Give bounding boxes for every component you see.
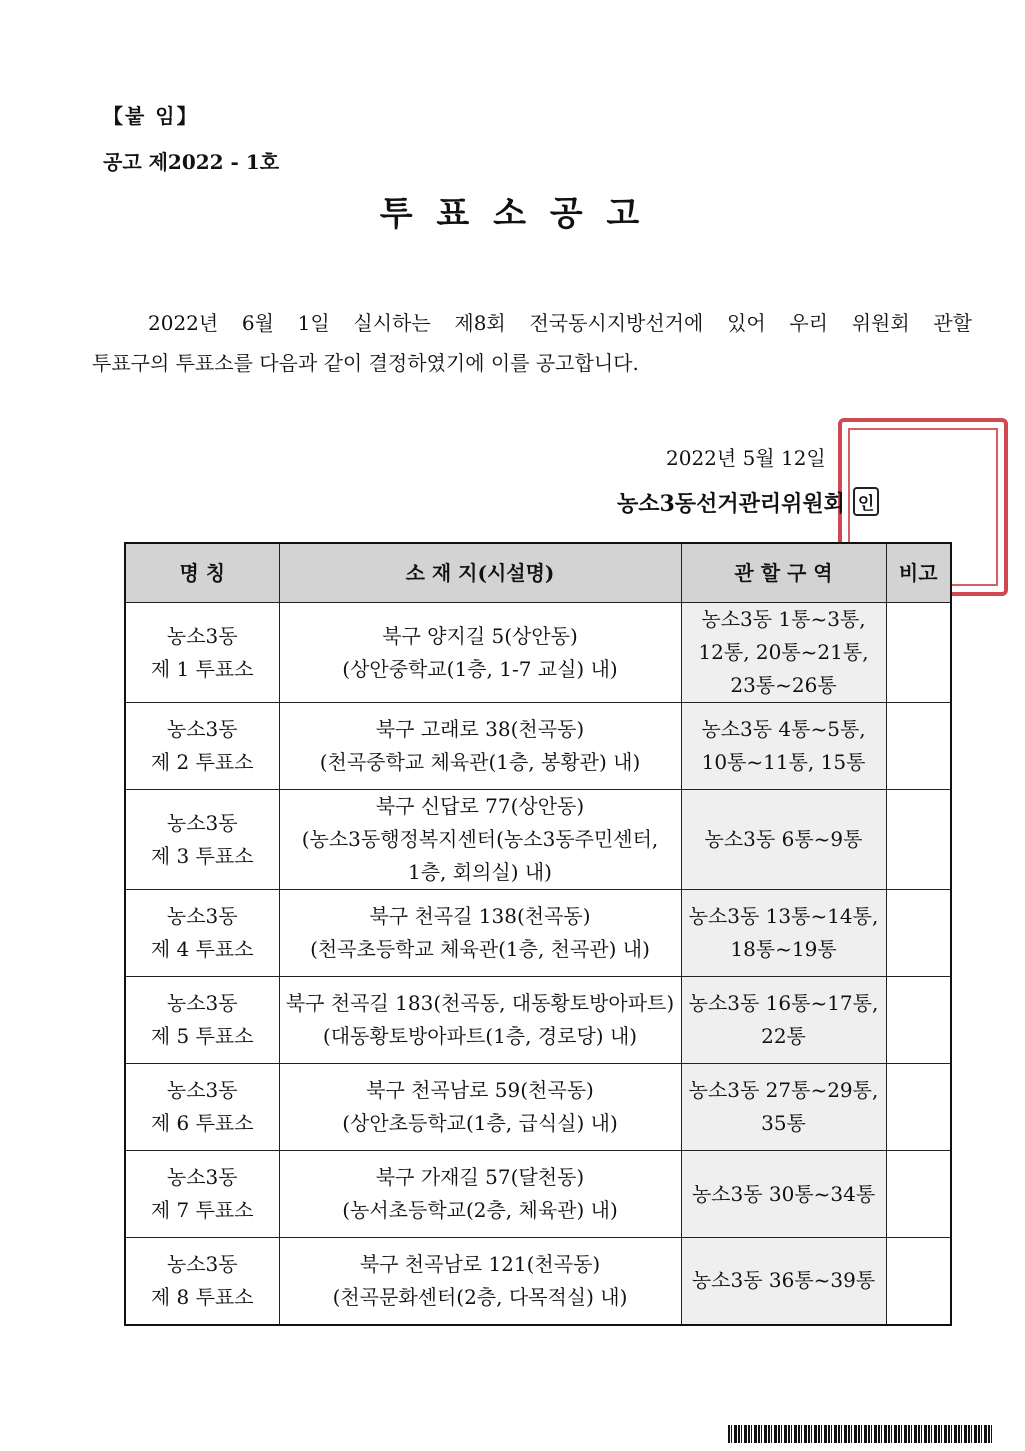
station-remarks-cell [886,977,951,1064]
table-row [125,1238,951,1325]
notice-paragraph [92,303,972,383]
header-name: 명 칭 [125,543,279,603]
seal-mark: 인 [853,487,879,516]
station-name-cell-line: 농소3동 [166,810,238,835]
station-name-cell-line: 농소3동 [166,1251,238,1276]
station-remarks-cell [886,603,951,703]
station-name-cell-line: 농소3동 [166,991,238,1015]
station-area-cell [681,890,886,977]
station-name-cell-line: 농소3동 [166,1078,238,1102]
barcode [728,1425,994,1443]
table-header-row [125,543,951,603]
station-area-cell-line: 23통~26통 [730,673,837,697]
header-location: 소 재 지(시설명) [279,543,681,603]
station-location-cell-line: (상안초등학교(1층, 급식실) 내) [342,1111,618,1135]
station-name-cell-line: 제 4 투표소 [150,937,254,961]
table-row [125,1151,951,1238]
station-location-cell-line: 북구 천곡길 138(천곡동) [369,904,591,928]
station-location-cell-line: (천곡초등학교 체육관(1층, 천곡관) 내) [310,937,650,961]
station-name-cell-line: 제 5 투표소 [150,1024,254,1048]
attachment-label: 【붙 임】 [103,104,199,128]
station-area-cell [681,1151,886,1238]
station-area-cell [681,977,886,1064]
table-row [125,890,951,977]
committee-signature [617,487,879,518]
station-location-cell-line: (천곡문화센터(2층, 다목적실) 내) [332,1284,628,1309]
station-remarks-cell [886,1238,951,1325]
station-area-cell-line: 농소3동 27통~29통, 35통 [688,1078,879,1135]
station-location-cell-line: 북구 신답로 77(상안동) [375,794,585,818]
document-title: 투 표 소 공 고 [379,194,646,234]
notice-number: 공고 제2022 - 1호 [103,150,280,174]
station-location-cell-line: 북구 고래로 38(천곡동) [375,717,585,741]
station-location-cell [279,1238,681,1325]
table-row [125,977,951,1064]
station-location-cell-line: (대동황토방아파트(1층, 경로당) 내) [322,1024,638,1048]
station-location-cell [279,1064,681,1151]
station-name-cell-line: 농소3동 [166,1165,238,1189]
station-name-cell [125,890,279,977]
station-area-cell-line: 농소3동 30통~34통 [691,1181,876,1206]
table-row [125,703,951,790]
station-area-cell [681,603,886,703]
header-area: 관 할 구 역 [681,543,886,603]
station-location-cell-line: 북구 천곡남로 121(천곡동) [359,1251,601,1276]
station-name-cell [125,977,279,1064]
table-row [125,1064,951,1151]
station-name-cell [125,603,279,703]
station-area-cell-line: 농소3동 4통~5통, [701,717,866,741]
table-row [125,603,951,703]
station-name-cell-line: 제 1 투표소 [150,656,254,681]
station-location-cell-line: (상안중학교(1층, 1-7 교실) 내) [342,656,618,681]
station-name-cell [125,1064,279,1151]
station-area-cell-line: 18통~19통 [730,937,837,961]
station-name-cell [125,1238,279,1325]
station-location-cell-line: (천곡중학교 체육관(1층, 봉황관) 내) [319,750,641,774]
station-area-cell-line: 12통, 20통~21통, [698,640,869,664]
station-location-cell-line: (농소3동행정복지센터(농소3동주민센터, [301,827,659,851]
station-location-cell [279,790,681,890]
station-name-cell-line: 농소3동 [166,623,238,648]
station-area-cell-line: 농소3동 6통~9통 [704,827,863,851]
station-location-cell-line: 북구 천곡남로 59(천곡동) [366,1078,594,1102]
station-location-cell-line: 북구 양지길 5(상안동) [382,623,578,648]
station-area-cell-line: 농소3동 36통~39통 [691,1268,876,1293]
station-name-cell [125,703,279,790]
station-name-cell-line: 제 3 투표소 [150,843,254,868]
station-location-cell [279,977,681,1064]
paragraph-line-1: 2022년 6월 1일 실시하는 제8회 전국동시지방선거에 있어 우리 위원회 관할 [148,311,972,335]
station-location-cell-line: 북구 가재길 57(달천동) [375,1165,585,1189]
station-name-cell-line: 제 2 투표소 [150,750,254,774]
station-location-cell-line: (농서초등학교(2층, 체육관) 내) [342,1198,618,1222]
table-row [125,790,951,890]
paragraph-line-2: 투표구의 투표소를 다음과 같이 결정하였기에 이를 공고합니다. [92,351,639,375]
committee-name: 농소3동선거관리위원회 [617,491,845,517]
station-area-cell-line: 농소3동 16통~17통, 22통 [688,991,879,1048]
station-area-cell [681,1064,886,1151]
station-area-cell [681,1238,886,1325]
station-remarks-cell [886,703,951,790]
station-name-cell-line: 제 8 투표소 [150,1284,254,1309]
station-name-cell [125,790,279,890]
station-name-cell-line: 제 6 투표소 [150,1111,254,1135]
station-name-cell-line: 제 7 투표소 [150,1198,254,1222]
station-location-cell-line: 북구 천곡길 183(천곡동, 대동황토방아파트) [285,991,675,1015]
station-area-cell [681,703,886,790]
station-location-cell [279,1151,681,1238]
station-location-cell-line: 1층, 회의실) 내) [407,860,552,884]
station-name-cell-line: 농소3동 [166,717,238,741]
station-remarks-cell [886,890,951,977]
station-name-cell [125,1151,279,1238]
station-location-cell [279,703,681,790]
station-name-cell-line: 농소3동 [166,904,238,928]
station-area-cell-line: 농소3동 1통~3통, [701,607,866,631]
station-area-cell-line: 농소3동 13통~14통, [688,904,879,928]
header-remarks: 비고 [886,543,951,603]
station-location-cell [279,603,681,703]
station-remarks-cell [886,1151,951,1238]
station-remarks-cell [886,790,951,890]
station-area-cell [681,790,886,890]
station-location-cell [279,890,681,977]
polling-station-table [124,542,952,1326]
station-area-cell-line: 10통~11통, 15통 [701,750,866,774]
station-remarks-cell [886,1064,951,1151]
announcement-date: 2022년 5월 12일 [666,446,826,470]
